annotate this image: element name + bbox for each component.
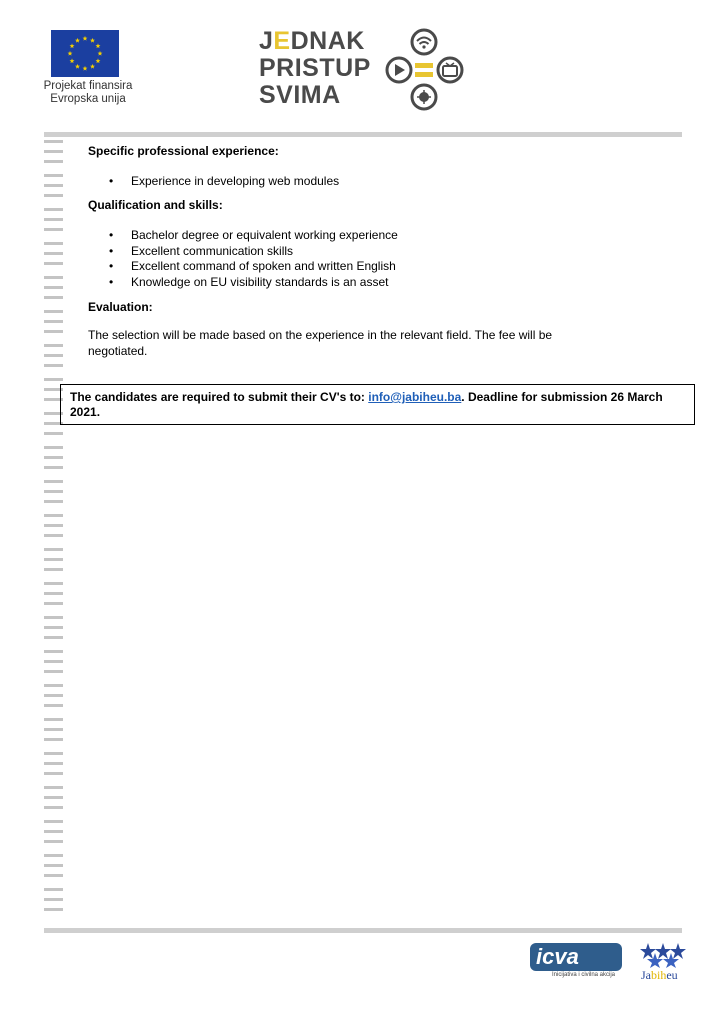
margin-dash: [44, 242, 63, 245]
margin-dash: [44, 466, 63, 469]
list-item: • Bachelor degree or equivalent working experience: [109, 228, 398, 242]
equals-icon: [415, 63, 433, 77]
logo-line-1-start: J: [259, 27, 274, 55]
margin-dash: [44, 276, 63, 279]
margin-dash: [44, 864, 63, 867]
margin-dash: [44, 888, 63, 891]
submission-text-end: . Deadline for submission 26 March 2021.: [70, 390, 663, 419]
margin-dash: [44, 548, 63, 551]
logo-media-icons: [384, 26, 468, 112]
eu-caption-line-2: Evropska unija: [50, 93, 126, 105]
evaluation-text: The selection will be made based on the experience in the relevant field. The fee will be negotiated.: [88, 328, 553, 358]
margin-dash: [44, 150, 63, 153]
margin-dash: [44, 534, 63, 537]
margin-dash: [44, 558, 63, 561]
jabiheu-text-part-1: Ja: [641, 968, 651, 982]
margin-dash: [44, 524, 63, 527]
list-item-text: Knowledge on EU visibility standards is an asset: [131, 275, 389, 290]
tv-icon: [438, 58, 462, 82]
eu-star-icon: [96, 43, 101, 48]
margin-dash: [44, 796, 63, 799]
margin-dash: [44, 718, 63, 721]
logo-line-2: PRISTUP: [259, 54, 371, 82]
eu-star-icon: [75, 38, 80, 43]
bottom-rule: [44, 928, 682, 933]
logo-line-1: [259, 28, 371, 55]
list-item-text: Experience in developing web modules: [131, 174, 340, 188]
logo-line-1-accent: E: [273, 27, 291, 55]
margin-dash: [44, 786, 63, 789]
list-item: • Knowledge on EU visibility standards is an asset: [109, 275, 389, 290]
margin-dash: [44, 670, 63, 673]
hearing-icon: [412, 85, 436, 109]
jabiheu-logo: [640, 942, 686, 984]
email-link[interactable]: info@jabiheu.ba: [368, 390, 462, 404]
margin-dash: [44, 772, 63, 775]
jednak-pristup-svima-logo: [259, 28, 371, 109]
eu-star-icon: [90, 38, 95, 43]
margin-dash: [44, 218, 63, 221]
margin-dash: [44, 830, 63, 833]
margin-dash: [44, 840, 63, 843]
margin-dash: [44, 194, 63, 197]
margin-dash: [44, 616, 63, 619]
margin-dash: [44, 432, 63, 435]
list-item: • Excellent command of spoken and written English: [109, 259, 396, 274]
margin-dash: [44, 602, 63, 605]
margin-dash: [44, 650, 63, 653]
eu-caption-line-1: Projekat finansira: [43, 80, 133, 92]
left-margin-decoration: [44, 140, 64, 970]
eu-star-icon: [96, 58, 101, 63]
margin-dash: [44, 684, 63, 687]
eu-flag-logo: [51, 30, 119, 77]
list-item-text: Excellent command of spoken and written English: [131, 259, 396, 274]
icva-logo-text: icva: [536, 944, 579, 969]
icva-caption: Inicijativa i civilna akcija: [552, 972, 616, 978]
margin-dash: [44, 874, 63, 877]
jabiheu-text-part-3: eu: [666, 968, 678, 982]
skills-list: [109, 228, 398, 291]
margin-dash: [44, 660, 63, 663]
margin-dash: [44, 514, 63, 517]
margin-dash: [44, 160, 63, 163]
margin-dash: [44, 330, 63, 333]
margin-dash: [44, 762, 63, 765]
eu-star-icon: [83, 66, 88, 71]
play-icon: [387, 58, 411, 82]
margin-dash: [44, 310, 63, 313]
margin-dash: [44, 262, 63, 265]
wifi-icon: [412, 30, 436, 54]
margin-dash: [44, 820, 63, 823]
skills-heading: Qualification and skills:: [88, 198, 223, 212]
list-item: • Excellent communication skills: [109, 243, 294, 258]
eu-star-icon: [70, 43, 75, 48]
eu-star-icon: [70, 58, 75, 63]
margin-dash: [44, 378, 63, 381]
margin-dash: [44, 806, 63, 809]
list-item: • Experience in developing web modules: [109, 174, 340, 188]
eu-star-icon: [83, 36, 88, 41]
experience-list: [109, 174, 339, 190]
margin-dash: [44, 320, 63, 323]
margin-dash: [44, 908, 63, 911]
eu-funding-caption: [36, 80, 140, 106]
margin-dash: [44, 286, 63, 289]
margin-dash: [44, 582, 63, 585]
list-item-text: Bachelor degree or equivalent working experience: [131, 228, 398, 242]
margin-dash: [44, 738, 63, 741]
jabiheu-text-part-2: bih: [651, 968, 667, 982]
submission-text-start: The candidates are required to submit their CV's to:: [70, 390, 369, 404]
margin-dash: [44, 344, 63, 347]
eu-star-icon: [75, 64, 80, 69]
experience-heading: Specific professional experience:: [88, 144, 279, 158]
eu-star-icon: [98, 51, 103, 56]
margin-dash: [44, 490, 63, 493]
icva-logo: [530, 943, 622, 983]
evaluation-heading: Evaluation:: [88, 300, 153, 314]
margin-dash: [44, 296, 63, 299]
margin-dash: [44, 592, 63, 595]
margin-dash: [44, 500, 63, 503]
margin-dash: [44, 140, 63, 143]
margin-dash: [44, 728, 63, 731]
list-item-text: Excellent communication skills: [131, 243, 294, 258]
margin-dash: [44, 636, 63, 639]
eu-star-icon: [68, 51, 73, 56]
margin-dash: [44, 752, 63, 755]
submission-notice-box: [60, 384, 695, 425]
logo-line-3: SVIMA: [259, 81, 341, 109]
margin-dash: [44, 252, 63, 255]
logo-line-1-end: DNAK: [290, 27, 365, 55]
margin-dash: [44, 480, 63, 483]
margin-dash: [44, 694, 63, 697]
margin-dash: [44, 208, 63, 211]
margin-dash: [44, 704, 63, 707]
margin-dash: [44, 854, 63, 857]
margin-dash: [44, 184, 63, 187]
margin-dash: [44, 228, 63, 231]
margin-dash: [44, 446, 63, 449]
margin-dash: [44, 456, 63, 459]
margin-dash: [44, 626, 63, 629]
top-rule: [44, 132, 682, 137]
margin-dash: [44, 174, 63, 177]
margin-dash: [44, 568, 63, 571]
stars-icon: [640, 942, 686, 968]
eu-star-icon: [90, 64, 95, 69]
margin-dash: [44, 898, 63, 901]
jabiheu-text: [641, 968, 678, 982]
margin-dash: [44, 354, 63, 357]
margin-dash: [44, 364, 63, 367]
